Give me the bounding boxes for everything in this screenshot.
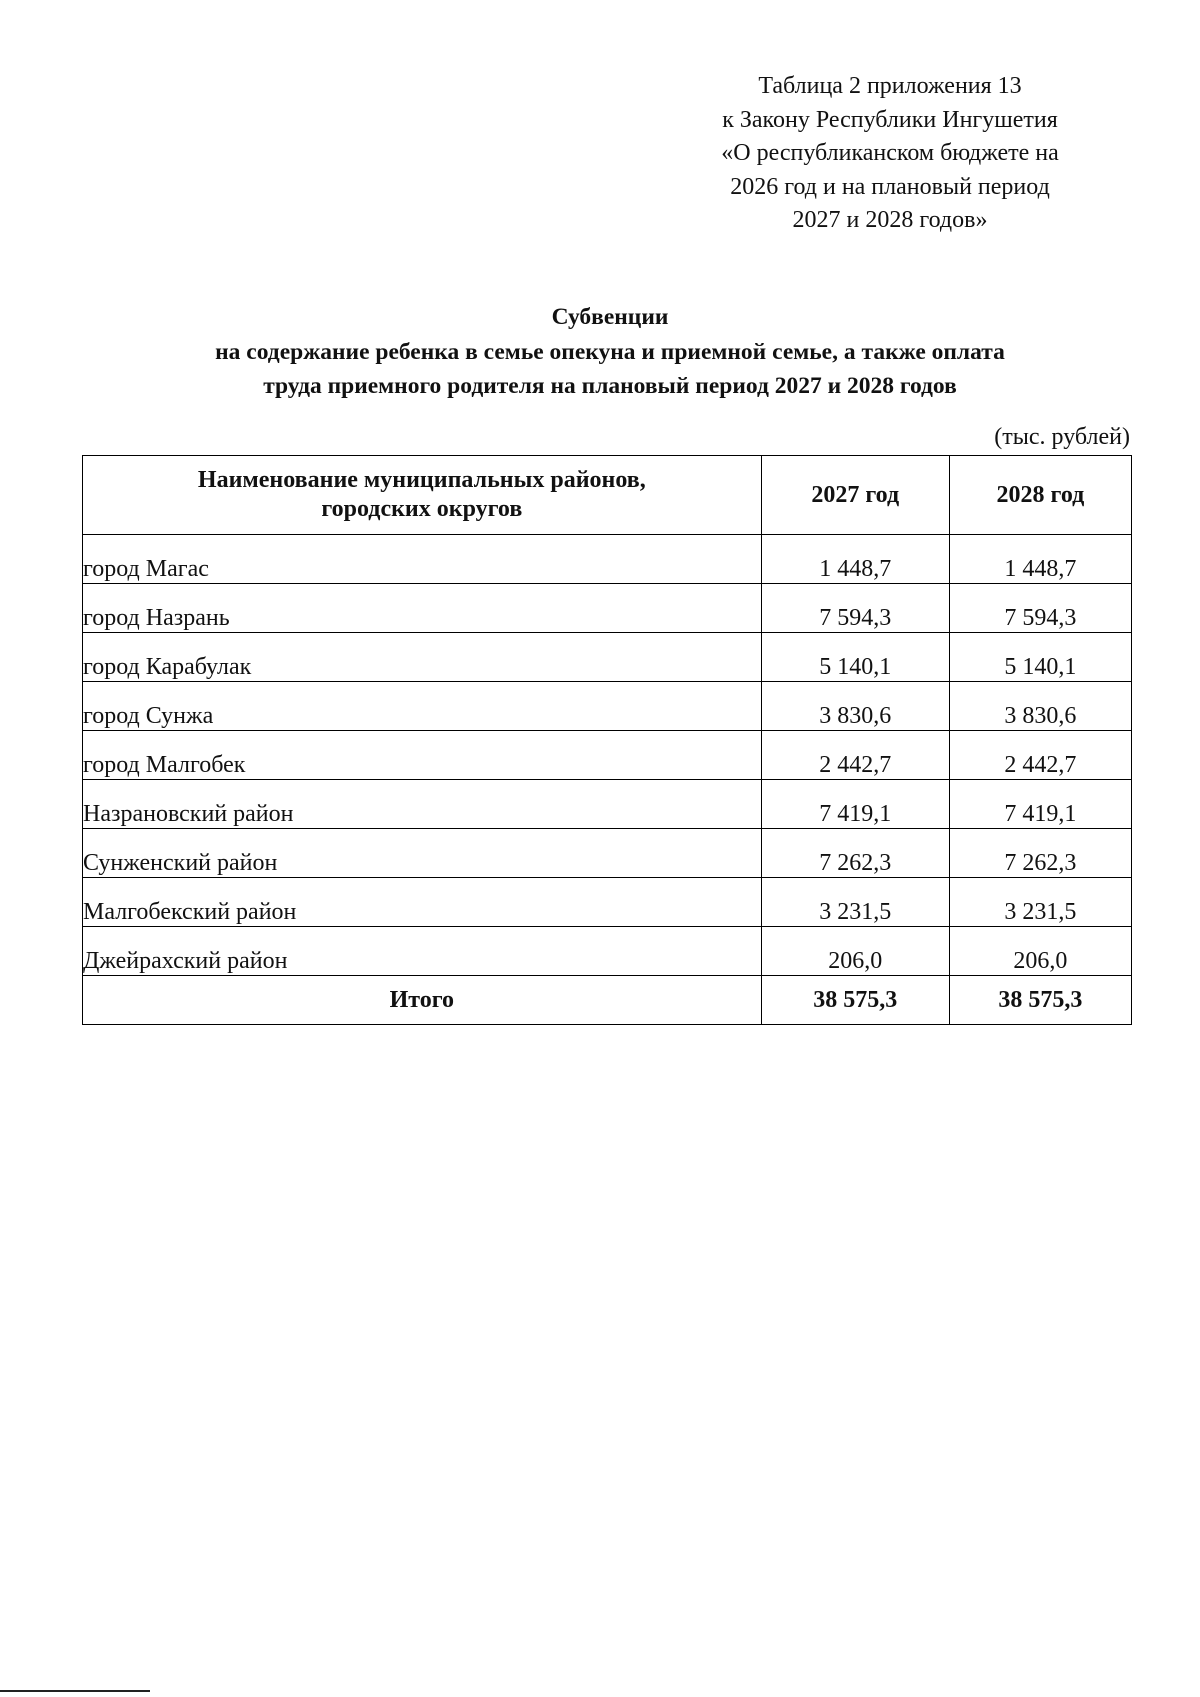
row-value-2027: 1 448,7 xyxy=(761,535,949,584)
appendix-header-line: к Закону Республики Ингушетия xyxy=(722,106,1058,133)
row-value-2028: 7 594,3 xyxy=(949,584,1131,633)
appendix-header-line: 2026 год и на плановый период xyxy=(730,173,1050,200)
header-municipality-line2: городских округов xyxy=(321,496,523,522)
header-municipality xyxy=(83,456,762,535)
appendix-header-line: 2027 и 2028 годов» xyxy=(792,207,988,233)
scan-edge-line xyxy=(0,1690,150,1692)
title-line: труда приемного родителя на плановый период 2027 и 2028 годов xyxy=(263,373,957,399)
row-name: Малгобекский район xyxy=(83,878,762,927)
table-row xyxy=(83,731,1132,780)
row-value-2028: 7 262,3 xyxy=(949,829,1131,878)
row-value-2027: 7 419,1 xyxy=(761,780,949,829)
title-line: на содержание ребенка в семье опекуна и приемной семье, а также оплата xyxy=(215,338,1005,365)
table-row xyxy=(83,682,1132,731)
row-name: город Сунжа xyxy=(83,682,762,731)
row-value-2028: 2 442,7 xyxy=(949,731,1131,780)
row-value-2028: 206,0 xyxy=(949,927,1131,976)
row-value-2028: 1 448,7 xyxy=(949,535,1131,584)
subventions-table xyxy=(82,455,1132,1025)
row-value-2028: 3 231,5 xyxy=(949,878,1131,927)
row-value-2027: 3 830,6 xyxy=(761,682,949,731)
document-title xyxy=(100,300,1120,404)
table-row xyxy=(83,927,1132,976)
row-name: Назрановский район xyxy=(83,780,762,829)
table-row xyxy=(83,633,1132,682)
row-name: город Назрань xyxy=(83,584,762,633)
row-value-2027: 2 442,7 xyxy=(761,731,949,780)
appendix-header-line: Таблица 2 приложения 13 xyxy=(758,73,1022,99)
total-label: Итого xyxy=(83,976,762,1025)
table-row xyxy=(83,829,1132,878)
title-line: Субвенции xyxy=(551,304,669,330)
total-value-2027: 38 575,3 xyxy=(761,976,949,1025)
table-row xyxy=(83,780,1132,829)
row-name: город Карабулак xyxy=(83,633,762,682)
row-name: Джейрахский район xyxy=(83,927,762,976)
table-row xyxy=(83,535,1132,584)
table-row xyxy=(83,584,1132,633)
appendix-header-line: «О республиканском бюджете на xyxy=(721,140,1059,166)
header-year-2027: 2027 год xyxy=(761,456,949,535)
row-name: город Магас xyxy=(83,535,762,584)
appendix-header xyxy=(680,70,1100,238)
row-value-2027: 7 594,3 xyxy=(761,584,949,633)
units-label: (тыс. рублей) xyxy=(994,424,1130,450)
row-value-2027: 3 231,5 xyxy=(761,878,949,927)
header-year-2028: 2028 год xyxy=(949,456,1131,535)
row-name: Сунженский район xyxy=(83,829,762,878)
table-total-row xyxy=(83,976,1132,1025)
row-value-2028: 5 140,1 xyxy=(949,633,1131,682)
header-municipality-line1: Наименование муниципальных районов, xyxy=(197,467,646,493)
table-row xyxy=(83,878,1132,927)
table-header-row xyxy=(83,456,1132,535)
row-value-2027: 206,0 xyxy=(761,927,949,976)
total-value-2028: 38 575,3 xyxy=(949,976,1131,1025)
row-value-2028: 3 830,6 xyxy=(949,682,1131,731)
row-value-2027: 5 140,1 xyxy=(761,633,949,682)
row-name: город Малгобек xyxy=(83,731,762,780)
row-value-2027: 7 262,3 xyxy=(761,829,949,878)
row-value-2028: 7 419,1 xyxy=(949,780,1131,829)
